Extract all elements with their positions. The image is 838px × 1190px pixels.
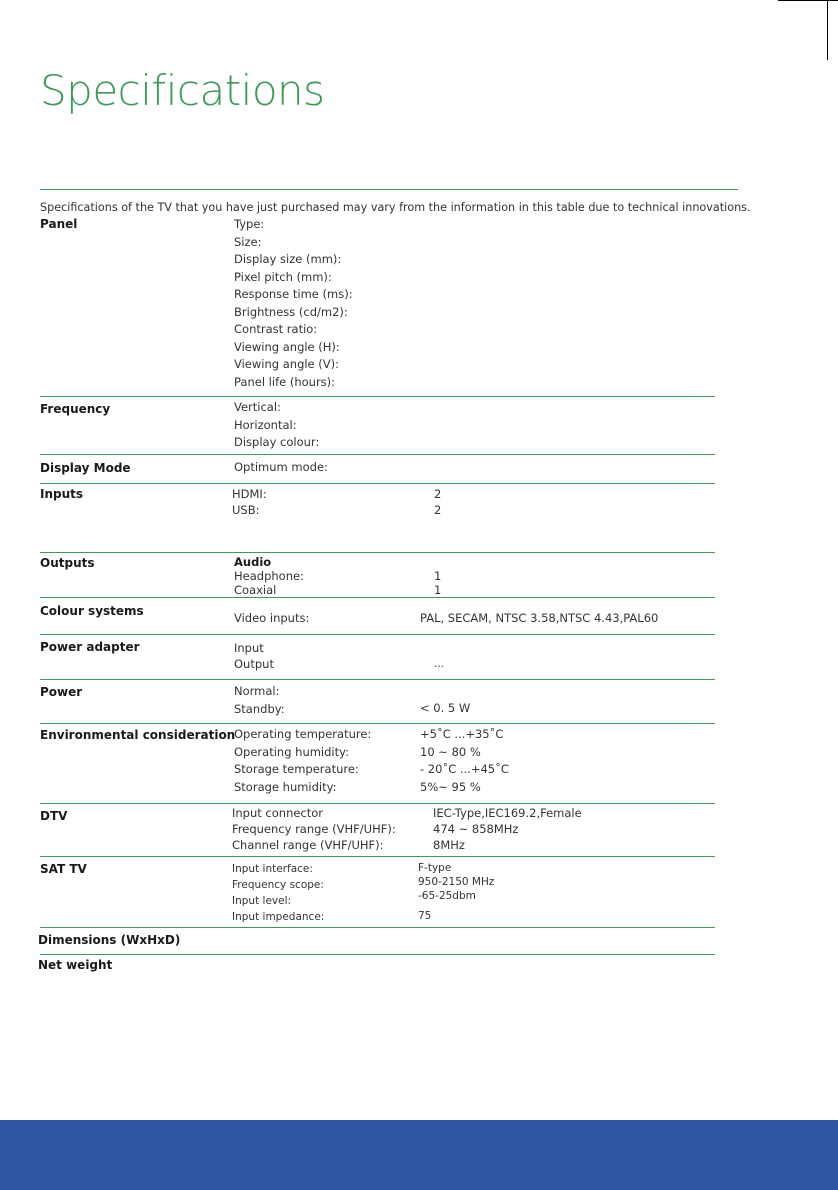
spec-labels <box>234 610 309 628</box>
section-title: Frequency <box>40 402 111 416</box>
section-title: SAT TV <box>40 862 87 876</box>
spec-labels <box>232 805 396 853</box>
section-frequency <box>40 397 715 455</box>
crop-mark <box>828 0 838 60</box>
spec-label: Operating humidity: <box>234 744 349 759</box>
section-dtv <box>40 804 715 857</box>
spec-label: Input connector <box>232 806 324 820</box>
spec-value: 1 <box>434 583 442 597</box>
spec-value: PAL, SECAM, NTSC 3.58,NTSC 4.43,PAL60 <box>420 611 659 625</box>
spec-labels <box>232 861 324 925</box>
spec-values <box>420 610 658 628</box>
spec-values <box>434 656 444 674</box>
spec-value: < 0. 5 W <box>420 701 471 715</box>
spec-label: Input interface: <box>232 863 313 875</box>
spec-value: +5˚C ...+35˚C <box>420 727 504 741</box>
spec-label: Pixel pitch (mm): <box>234 269 332 284</box>
spec-value: -65-25dbm <box>418 890 476 902</box>
section-sat-tv <box>40 857 715 928</box>
spec-label: Standby: <box>234 701 285 716</box>
spec-label: Input <box>234 641 264 655</box>
spec-label: Channel range (VHF/UHF): <box>232 838 384 852</box>
section-title: Environmental consideration <box>40 728 236 742</box>
spec-label: Storage humidity: <box>234 779 337 794</box>
section-dimensions <box>40 928 715 955</box>
spec-value: 8MHz <box>433 838 465 852</box>
spec-label: Display size (mm): <box>234 252 342 266</box>
spec-value: 1 <box>434 569 442 583</box>
spec-values <box>420 700 470 718</box>
spec-value: ... <box>434 658 445 670</box>
spec-label: Video inputs: <box>234 611 310 625</box>
spec-label: Viewing angle (H): <box>234 339 340 354</box>
section-title: Outputs <box>40 556 95 570</box>
section-inputs <box>40 484 715 553</box>
spec-label: Type: <box>234 217 265 231</box>
spec-value: 2 <box>434 487 442 501</box>
spec-values <box>420 726 509 796</box>
section-title: Colour systems <box>40 604 144 618</box>
spec-label: Operating temperature: <box>234 727 372 741</box>
spec-label: Horizontal: <box>234 417 297 432</box>
spec-labels <box>234 216 353 391</box>
section-outputs <box>40 553 715 598</box>
spec-subheading: Audio <box>234 555 272 569</box>
spec-label: Display colour: <box>234 435 320 449</box>
section-title: Inputs <box>40 487 84 501</box>
spec-labels <box>232 486 267 518</box>
section-power-adapter <box>40 635 715 680</box>
section-power <box>40 680 715 724</box>
section-net-weight <box>40 955 715 985</box>
section-environmental <box>40 724 715 804</box>
spec-label: Optimum mode: <box>234 460 328 474</box>
spec-labels <box>234 726 371 796</box>
spec-label: USB: <box>232 503 260 517</box>
spec-label: HDMI: <box>232 487 267 501</box>
spec-label: Panel life (hours): <box>234 374 336 389</box>
spec-value: 75 <box>418 910 432 922</box>
spec-label: Frequency range (VHF/UHF): <box>232 822 396 836</box>
spec-label: Coaxial <box>234 583 277 597</box>
spec-value: 5%~ 95 % <box>420 779 481 794</box>
intro-text: Specifications of the TV that you have just purchased may vary from the information in this table due to technical innovations. <box>40 201 751 214</box>
spec-label: Output <box>234 657 274 671</box>
spec-label: Normal: <box>234 684 280 698</box>
spec-values <box>418 861 494 923</box>
spec-labels <box>234 399 319 452</box>
section-title: Display Mode <box>40 461 131 475</box>
section-colour-systems <box>40 598 715 635</box>
section-display-mode <box>40 455 715 484</box>
spec-values <box>434 569 441 597</box>
spec-value: 950-2150 MHz <box>418 876 495 888</box>
spec-values <box>433 805 582 853</box>
section-title: Net weight <box>38 958 113 972</box>
divider <box>40 189 738 190</box>
spec-value: F-type <box>418 862 452 874</box>
spec-label: Input impedance: <box>232 911 325 923</box>
spec-value: - 20˚C ...+45˚C <box>420 762 509 776</box>
spec-labels <box>234 640 274 672</box>
spec-labels <box>234 683 285 718</box>
spec-labels <box>234 459 328 477</box>
spec-label: Size: <box>234 234 262 249</box>
spec-value: IEC-Type,IEC169.2,Female <box>433 806 582 820</box>
spec-value: 2 <box>434 503 442 517</box>
spec-value: 474 ~ 858MHz <box>433 822 519 836</box>
section-title: Power adapter <box>40 640 140 654</box>
spec-values <box>434 486 441 518</box>
spec-value: 10 ~ 80 % <box>420 744 481 759</box>
spec-label: Vertical: <box>234 400 281 414</box>
spec-label: Contrast ratio: <box>234 322 318 336</box>
spec-label: Storage temperature: <box>234 762 359 776</box>
section-title: DTV <box>40 809 68 823</box>
spec-label: Input level: <box>232 895 292 907</box>
section-title: Power <box>40 685 83 699</box>
section-title: Dimensions (WxHxD) <box>38 933 181 947</box>
spec-label: Response time (ms): <box>234 287 353 301</box>
spec-label: Headphone: <box>234 569 304 583</box>
section-panel <box>40 216 715 397</box>
section-title: Panel <box>40 217 78 231</box>
footer-band <box>0 1120 838 1190</box>
page-title: Specifications <box>40 66 325 115</box>
spec-labels <box>234 555 304 597</box>
spec-label: Frequency scope: <box>232 879 324 891</box>
spec-label: Viewing angle (V): <box>234 357 340 371</box>
spec-label: Brightness (cd/m2): <box>234 304 348 319</box>
